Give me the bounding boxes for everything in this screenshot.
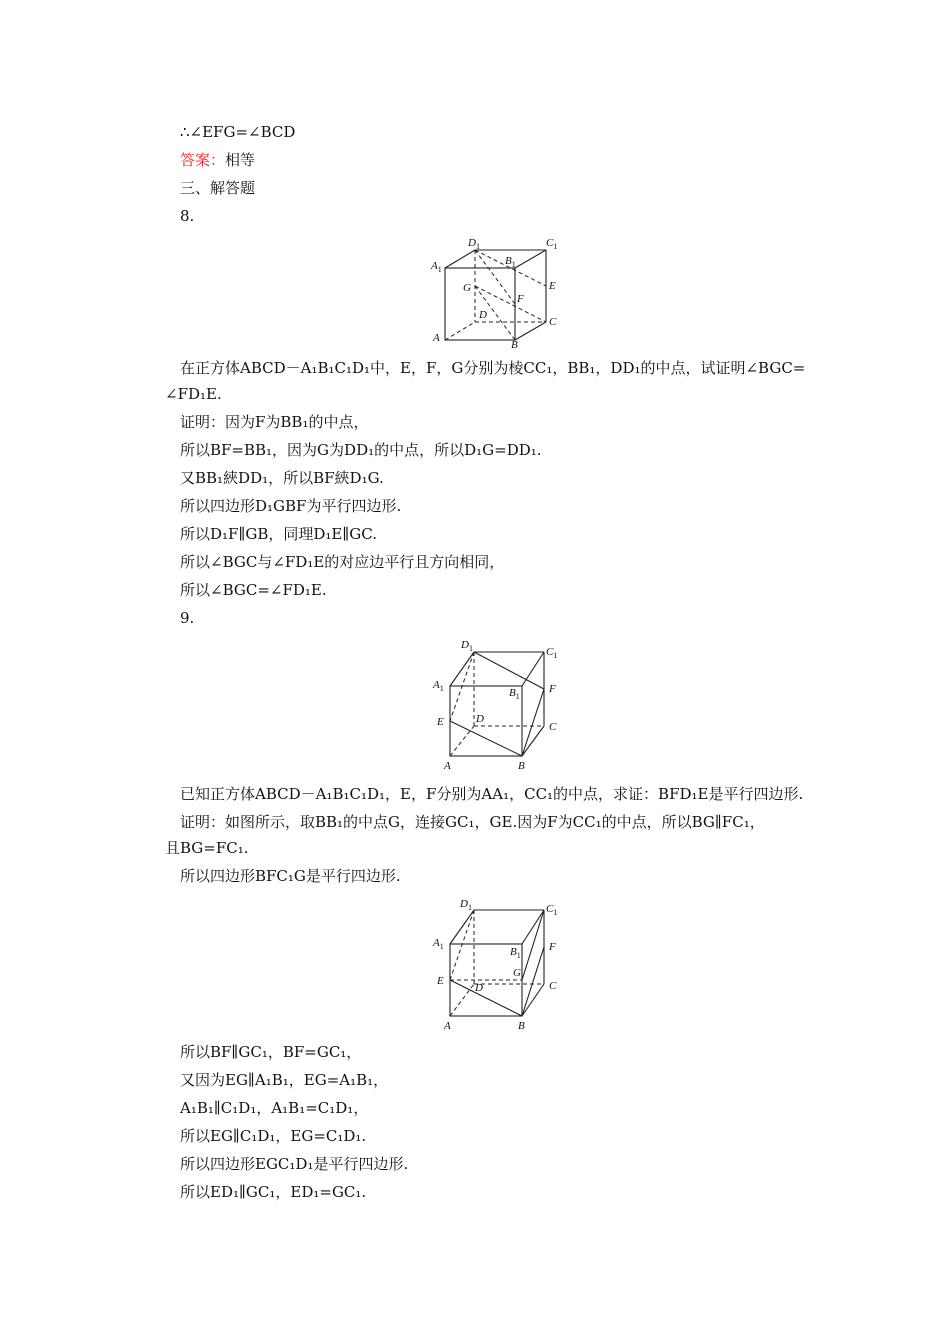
label-F: F xyxy=(549,683,556,695)
q8-proof-3: 又BB₁綊DD₁，所以BF綊D₁G. xyxy=(180,469,384,487)
label-C: C xyxy=(549,980,557,992)
section-title: 三、解答题 xyxy=(180,179,256,197)
cube-figure-3 xyxy=(430,896,570,1036)
label-C1: $C_1$ xyxy=(546,237,558,251)
q8-proof-5: 所以D₁F∥GB，同理D₁E∥GC. xyxy=(180,525,377,543)
label-G: G xyxy=(463,282,471,294)
q8-statement-2: ∠FD₁E. xyxy=(165,385,222,403)
label-E: E xyxy=(549,280,556,292)
label-A: A xyxy=(444,760,451,772)
q8-proof-7: 所以∠BGC=∠FD₁E. xyxy=(180,581,327,599)
label-E: E xyxy=(437,975,444,987)
q9-proof-4: 所以BF∥GC₁，BF=GC₁， xyxy=(180,1043,362,1061)
label-C: C xyxy=(549,721,557,733)
q8-proof-1: 证明：因为F为BB₁的中点， xyxy=(180,413,369,431)
q9-proof-7: 所以EG∥C₁D₁，EG=C₁D₁. xyxy=(180,1127,367,1145)
q8-statement-1: 在正方体ABCD－A₁B₁C₁D₁中，E，F，G分别为棱CC₁，BB₁，DD₁的中点，试证明∠BGC= xyxy=(180,359,806,377)
label-A1: $A_1$ xyxy=(433,937,444,951)
label-C: C xyxy=(549,316,557,328)
answer-line xyxy=(180,150,255,170)
label-F: F xyxy=(517,293,524,305)
q9-proof-5: 又因为EG∥A₁B₁，EG=A₁B₁， xyxy=(180,1071,389,1089)
label-A: A xyxy=(444,1020,451,1032)
label-A: A xyxy=(433,332,440,344)
cube-figure-1 xyxy=(425,236,565,351)
q9-proof-8: 所以四边形EGC₁D₁是平行四边形. xyxy=(180,1155,409,1173)
answer-value: 相等 xyxy=(225,151,256,169)
label-A1: $A_1$ xyxy=(431,260,442,274)
label-B: B xyxy=(518,760,525,772)
q8-proof-2: 所以BF=BB₁，因为G为DD₁的中点，所以D₁G=DD₁. xyxy=(180,441,542,459)
label-A1: $A_1$ xyxy=(433,679,444,693)
label-D1: $D_1$ xyxy=(460,898,472,912)
label-D1: $D_1$ xyxy=(461,639,473,653)
q8-proof-4: 所以四边形D₁GBF为平行四边形. xyxy=(180,497,402,515)
label-C1: $C_1$ xyxy=(546,903,558,917)
label-D1: $D_1$ xyxy=(468,237,480,251)
q9-proof-2: 且BG=FC₁. xyxy=(165,839,249,857)
cube-figure-2 xyxy=(430,636,570,776)
label-B: B xyxy=(518,1020,525,1032)
label-B1: $B_1$ xyxy=(510,946,521,960)
label-F: F xyxy=(549,941,556,953)
label-G: G xyxy=(513,967,521,979)
question-8-number: 8. xyxy=(180,207,195,225)
question-9-number: 9. xyxy=(180,609,195,627)
label-D: D xyxy=(475,982,483,994)
label-B: B xyxy=(511,339,518,351)
label-B1: $B_1$ xyxy=(505,255,516,269)
label-D: D xyxy=(476,713,484,725)
label-C1: $C_1$ xyxy=(546,646,558,660)
q9-proof-6: A₁B₁∥C₁D₁，A₁B₁=C₁D₁， xyxy=(180,1099,369,1117)
q9-proof-9: 所以ED₁∥GC₁，ED₁=GC₁. xyxy=(180,1183,367,1201)
answer-label: 答案： xyxy=(180,151,226,169)
label-B1: $B_1$ xyxy=(509,687,520,701)
conclusion-line: ∴∠EFG=∠BCD xyxy=(180,123,296,141)
q9-proof-3: 所以四边形BFC₁G是平行四边形. xyxy=(180,867,401,885)
label-D: D xyxy=(479,309,487,321)
q8-proof-6: 所以∠BGC与∠FD₁E的对应边平行且方向相同， xyxy=(180,553,505,571)
q9-proof-1: 证明：如图所示，取BB₁的中点G，连接GC₁，GE.因为F为CC₁的中点，所以BG∥FC₁， xyxy=(180,813,765,831)
label-E: E xyxy=(437,716,444,728)
q9-statement: 已知正方体ABCD－A₁B₁C₁D₁，E，F分别为AA₁，CC₁的中点，求证：BFD₁E是平行四边形. xyxy=(180,785,804,803)
